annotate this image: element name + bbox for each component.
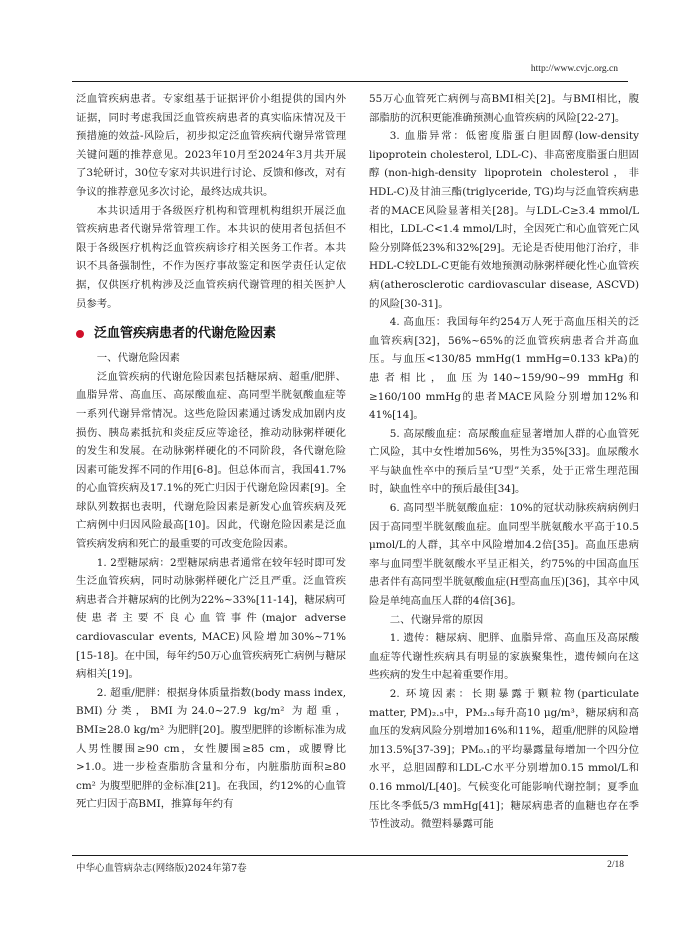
paragraph-bmi-continuation: 55万心血管死亡病例与高BMI相关[2]。与BMI相比，腹部脂肪的沉积更能准确预测心血管疾病的风险[22-27]。 [369, 93, 639, 124]
paragraph-risk-factors: 泛血管疾病的代谢危险因素包括糖尿病、超重/肥胖、血脂异常、高血压、高尿酸血症、高同型半胱氨酸血症等一系列代谢异常情况。这些危险因素通过诱发成加剧内皮损伤、胰岛素抵抗和炎症反应等途径，推动动脉粥样硬化的发生和发展。在动脉粥样硬化的不同阶段，各代谢危险因素可能发挥不同的作用[6-8]。但总体而言，我国41.7%的心血管疾病及17.1%的死亡归因于代谢危险因素[9]。全球队列数据也表明，代谢危险因素是新发心血管疾病及死亡病例中归因风险最高[10]。因此，代谢危险因素是泛血管疾病发病和死亡的最重要的可改变危险因素。 [76, 370, 346, 551]
paragraph-genetics: 1. 遗传：糖尿病、肥胖、血脂异常、高血压及高尿酸血症等代谢性疾病具有明显的家族聚集性，遗传倾向在这些疾病的发生中起着重要作用。 [369, 632, 639, 682]
paragraph-hyperuricemia: 5. 高尿酸血症：高尿酸血症显著增加人群的心血管死亡风险，其中女性增加56%，男性为35%[33]。血尿酸水平与缺血性卒中的预后呈“U型”关系，处于正常生理范围时，缺血性卒中的预后最佳[34]。 [369, 427, 639, 496]
page-number: 2/18 [607, 860, 624, 870]
journal-url[interactable]: http://www.cvjc.org.cn [530, 64, 618, 74]
section-heading [76, 325, 346, 343]
journal-name: 中华心血管病杂志(网络版)2024年第7卷 [76, 863, 247, 874]
paragraph-environment: 2. 环境因素：长期暴露于颗粒物(particulate matter, PM)₂.₅中，PM₂.₅每升高10 μg/m³，糖尿病和高血压的发病风险分别增加16%和11%，超重/肥胖的风险增加13.5%[37-39]；PM₀.₁的平均暴露量每增加一个四分位水平，总胆固醇和LDL-C水平分别增加0.15 mmol/L和0.16 mmol/L[40]。气候变化可能影响代谢控制；夏季血压比冬季低5/3 mmHg[41]；糖尿病患者的血糖也存在季节性波动。微塑料暴露可能 [369, 688, 639, 831]
header-rule [72, 81, 628, 82]
subsection-title: 一、代谢危险因素 [96, 352, 180, 365]
paragraph-continuation: 泛血管疾病患者。专家组基于证据评价小组提供的国内外证据，同时考虑我国泛血管疾病患者的真实临床情况及干预措施的效益-风险后，初步拟定泛血管疾病代谢异常管理关键问题的推荐意见。2023年10月至2024年3月共开展了3轮研讨，30位专家对共识进行讨论、反馈和修改，对有争议的推荐意见多次讨论，最终达成共识。 [76, 93, 346, 198]
paragraph-homocysteine: 6. 高同型半胱氨酸血症：10%的冠状动脉疾病病例归因于高同型半胱氨酸血症。血同型半胱氨酸水平高于10.5 μmol/L的人群，其卒中风险增加4.2倍[35]。高血压患病率与血同型半胱氨酸水平呈正相关，约75%的中国高血压患者伴有高同型半胱氨酸血症(H型高血压)[36]，其卒中风险是单纯高血压人群的4倍[36]。 [369, 502, 639, 608]
paragraph-hypertension: 4. 高血压：我国每年约254万人死于高血压相关的泛血管疾病[32]，56%~65%的泛血管疾病患者合并高血压。与血压<130/85 mmHg(1 mmHg=0.133 kPa)的患者相比，血压为140~159/90~99 mmHg和≥160/100 mmHg的患者MACE风险分别增加12%和41%[14]。 [369, 316, 639, 422]
footer-rule [72, 855, 628, 856]
paragraph-dyslipidemia: 3. 血脂异常：低密度脂蛋白胆固醇(low-density lipoprotein cholesterol, LDL-C)、非高密度脂蛋白胆固醇(non-high-density lipoprotein cholesterol，非HDL-C)及甘油三酯(triglyceride, TG)均与泛血管疾病患者的MACE风险显著相关[28]。与LDL-C≥3.4 mmol/L相比，LDL-C<1.4 mmol/L时，全因死亡和心血管死亡风险分别降低23%和32%[29]。无论是否使用他汀治疗，非HDL-C较LDL-C更能有效地预测动脉粥样硬化性心血管疾病(atherosclerotic cardiovascular disease, ASCVD)的风险[30-31]。 [369, 130, 639, 310]
paragraph-diabetes: 1. 2型糖尿病：2型糖尿病患者通常在较年轻时即可发生泛血管疾病，同时动脉粥样硬化广泛且严重。泛血管疾病患者合并糖尿病的比例为22%~33%[11-14]，糖尿病可使患者主要不良心血管事件(major adverse cardiovascular events, MACE)风险增加30%~71%[15-18]。在中国，每年约50万心血管疾病死亡病例与糖尿病相关[19]。 [76, 556, 346, 681]
left-column [76, 90, 346, 814]
paragraph-scope: 本共识适用于各级医疗机构和管理机构组织开展泛血管疾病患者代谢异常管理工作。本共识的使用者包括但不限于各级医疗机构泛血管疾病诊疗相关医务工作者。本共识不具备强制性，不作为医疗事故鉴定和医学责任认定依据，仅供医疗机构涉及泛血管疾病代谢管理的相关医护人员参考。 [76, 204, 346, 310]
right-column [369, 90, 639, 834]
section-title: 泛血管疾病患者的代谢危险因素 [94, 326, 277, 342]
paragraph-obesity: 2. 超重/肥胖：根据身体质量指数(body mass index, BMI)分类，BMI为24.0~27.9 kg/m² 为超重，BMI≥28.0 kg/m² 为肥胖[20]。腹型肥胖的诊断标准为成人男性腰围≥90 cm，女性腰围≥85 cm，或腰臀比>1.0。进一步检查脂肪含量和分布，内脏脂肪面积≥80 cm² 为腹型肥胖的金标准[21]。在我国，约12%的心血管死亡归因于高BMI，推算每年约有 [76, 686, 346, 811]
section-bullet-icon [76, 330, 84, 338]
subsection-title-causes: 二、代谢异常的原因 [389, 613, 484, 626]
